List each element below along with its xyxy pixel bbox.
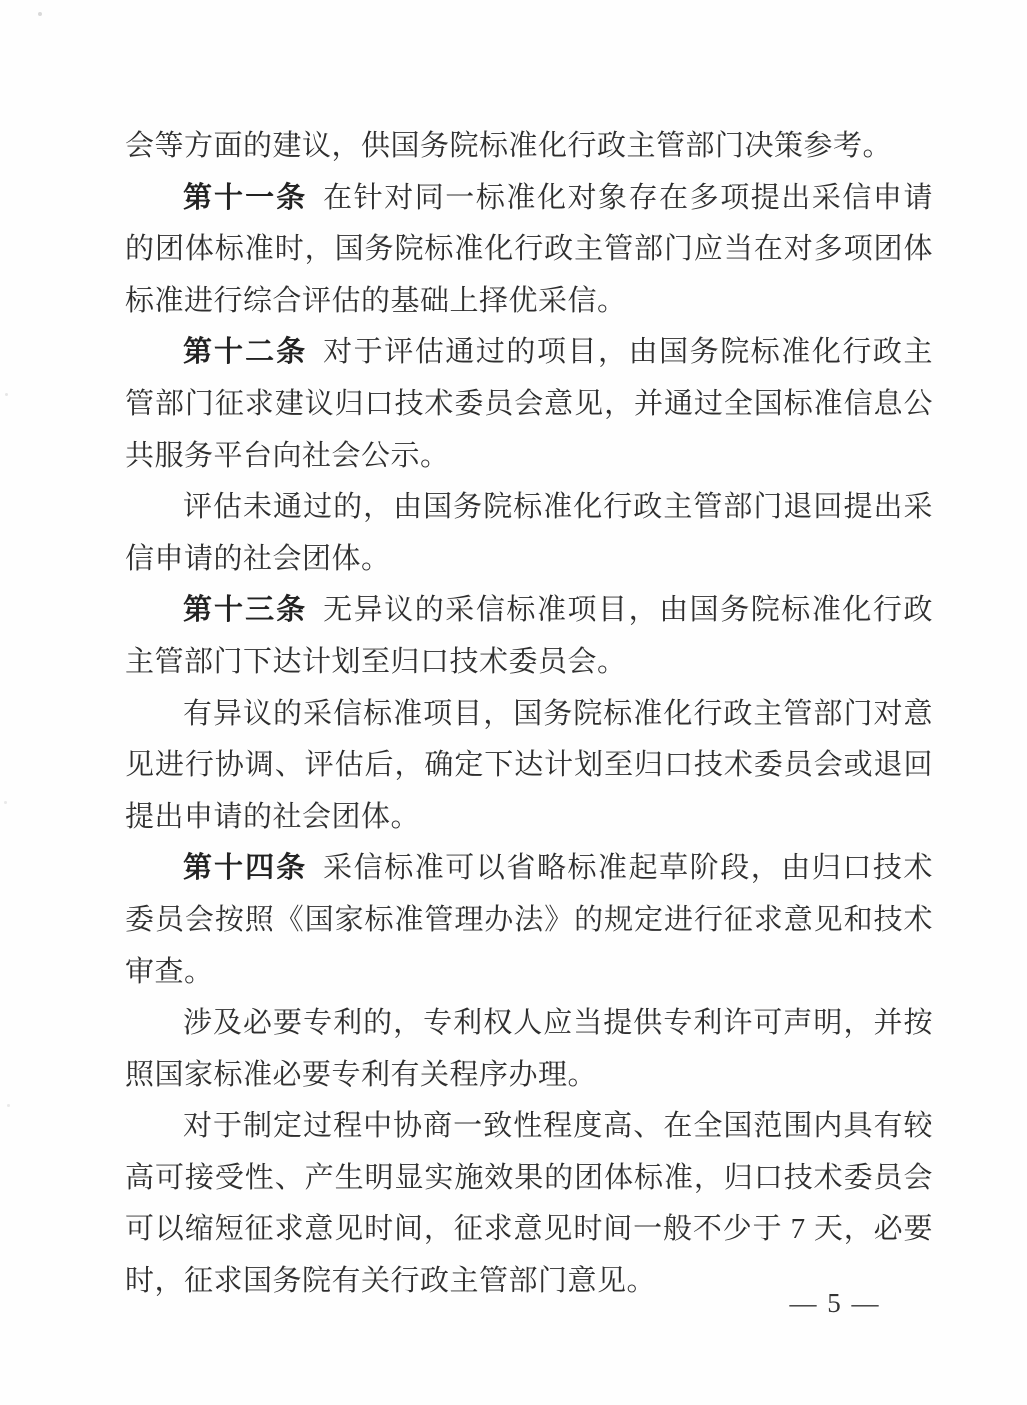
paragraph: [125, 843, 933, 998]
paragraph-text: 有异议的采信标准项目，国务院标准化行政主管部门对意见进行协调、评估后，确定下达计划至归口技术委员会或退回提出申请的社会团体。: [125, 697, 933, 833]
article-number: 第十一条: [183, 181, 308, 214]
paragraph-text: 对于评估通过的项目，由国务院标准化行政主管部门征求建议归口技术委员会意见，并通过全国标准信息公共服务平台向社会公示。: [125, 336, 933, 472]
paragraph: [125, 998, 933, 1101]
paragraph-text: 采信标准可以省略标准起草阶段，由归口技术委员会按照《国家标准管理办法》的规定进行征求意见和技术审查。: [125, 852, 933, 988]
paragraph-text: 在针对同一标准化对象存在多项提出采信申请的团体标准时，国务院标准化行政主管部门应当在对多项团体标准进行综合评估的基础上择优采信。: [125, 181, 933, 317]
paragraph: [125, 327, 933, 482]
paragraph-text: 涉及必要专利的，专利权人应当提供专利许可声明，并按照国家标准必要专利有关程序办理。: [125, 1007, 933, 1091]
document-body: [125, 121, 933, 1308]
article-number: 第十二条: [183, 336, 308, 369]
paragraph: [125, 1101, 933, 1307]
paragraph: [125, 585, 933, 688]
paragraph-text: 会等方面的建议，供国务院标准化行政主管部门决策参考。: [125, 130, 893, 162]
scan-speck: [7, 1104, 10, 1107]
paragraph: [125, 482, 933, 585]
paragraph-text: 无异议的采信标准项目，由国务院标准化行政主管部门下达计划至归口技术委员会。: [125, 594, 933, 678]
paragraph-text: 评估未通过的，由国务院标准化行政主管部门退回提出采信申请的社会团体。: [125, 491, 933, 575]
page-number: — 5 —: [789, 1288, 881, 1318]
scan-speck: [5, 393, 8, 396]
article-number: 第十三条: [183, 594, 308, 627]
paragraph: [125, 121, 933, 173]
scan-speck: [4, 801, 7, 804]
paragraph: [125, 689, 933, 844]
article-number: 第十四条: [183, 852, 308, 885]
paragraph-text: 对于制定过程中协商一致性程度高、在全国范围内具有较高可接受性、产生明显实施效果的团体标准，归口技术委员会可以缩短征求意见时间，征求意见时间一般不少于 7 天，必要时，征求国务院有关行政主管部门意见。: [125, 1110, 933, 1298]
scan-speck: [38, 12, 42, 16]
paragraph: [125, 173, 933, 328]
